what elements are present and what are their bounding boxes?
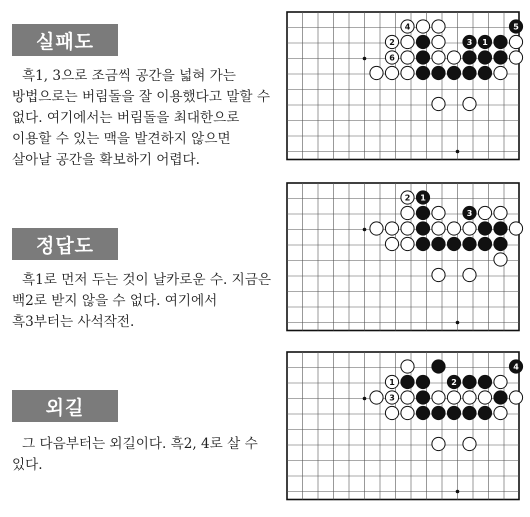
section-text-failure: 흑1, 3으로 조금씩 공간을 넓혀 가는 방법으로는 버림돌을 잘 이용했다고 말할 수 없다. 여기에서는 버림돌을 최대한으로 이용할 수 있는 맥을 발견하지 않으면 살아날 공간을 확보하기 어렵다.: [12, 68, 270, 168]
section-heading-correct: 정답도: [12, 228, 118, 260]
black-stone: [432, 406, 445, 419]
move-number: 1: [389, 378, 395, 387]
white-stone: [370, 391, 383, 404]
white-stone: [401, 66, 414, 79]
black-stone: [478, 222, 491, 235]
star-point: [456, 490, 460, 494]
white-stone: [432, 391, 445, 404]
white-stone: [463, 268, 476, 281]
board-frame: [287, 183, 519, 331]
black-stone: [494, 51, 507, 64]
white-stone: [463, 97, 476, 110]
white-stone: [401, 360, 414, 373]
black-stone: [416, 391, 429, 404]
black-stone: [463, 237, 476, 250]
white-stone: [401, 391, 414, 404]
black-stone: [447, 237, 460, 250]
white-stone: [401, 51, 414, 64]
move-number: 4: [513, 362, 519, 372]
star-point: [456, 321, 460, 325]
go-board-correct: [287, 183, 523, 331]
white-stone: [370, 66, 383, 79]
move-number: 2: [404, 193, 411, 203]
black-stone: [432, 66, 445, 79]
black-stone: [463, 51, 476, 64]
black-stone: [432, 360, 445, 373]
white-stone: [401, 206, 414, 219]
star-point: [456, 150, 460, 154]
star-point: [363, 228, 367, 232]
section-text-only-way: 그 다음부터는 외길이다. 흑2, 4로 살 수 있다.: [12, 436, 258, 473]
white-stone: [509, 391, 522, 404]
white-stone: [385, 66, 398, 79]
white-stone: [494, 406, 507, 419]
move-number: 1: [482, 38, 488, 47]
black-stone: [416, 375, 429, 388]
black-stone: [416, 35, 429, 48]
board-frame: [287, 352, 519, 500]
white-stone: [401, 222, 414, 235]
go-board-failure: [287, 12, 523, 160]
black-stone: [401, 375, 414, 388]
move-number: 1: [420, 193, 426, 203]
white-stone: [401, 406, 414, 419]
black-stone: [478, 406, 491, 419]
black-stone: [463, 406, 476, 419]
white-stone: [509, 222, 522, 235]
black-stone: [463, 375, 476, 388]
white-stone: [494, 66, 507, 79]
black-stone: [478, 51, 491, 64]
white-stone: [432, 206, 445, 219]
white-stone: [447, 51, 460, 64]
white-stone: [509, 51, 522, 64]
white-stone: [463, 437, 476, 450]
move-number: 4: [404, 22, 411, 32]
white-stone: [494, 253, 507, 266]
black-stone: [494, 237, 507, 250]
white-stone: [385, 237, 398, 250]
white-stone: [401, 35, 414, 48]
black-stone: [478, 66, 491, 79]
white-stone: [401, 237, 414, 250]
white-stone: [478, 391, 491, 404]
white-stone: [478, 206, 491, 219]
white-stone: [385, 406, 398, 419]
white-stone: [432, 268, 445, 281]
white-stone: [432, 97, 445, 110]
white-stone: [463, 391, 476, 404]
section-text-correct: 흑1로 먼저 두는 것이 날카로운 수. 지금은 백2로 받지 않을 수 없다. 여기에서 흑3부터는 사석작전.: [12, 272, 271, 330]
white-stone: [447, 222, 460, 235]
move-number: 3: [389, 393, 395, 403]
black-stone: [432, 237, 445, 250]
move-number: 2: [451, 378, 457, 387]
black-stone: [447, 406, 460, 419]
black-stone: [416, 51, 429, 64]
white-stone: [432, 35, 445, 48]
white-stone: [432, 437, 445, 450]
white-stone: [432, 20, 445, 33]
white-stone: [370, 222, 383, 235]
white-stone: [494, 206, 507, 219]
black-stone: [494, 35, 507, 48]
white-stone: [447, 391, 460, 404]
move-number: 5: [513, 22, 519, 32]
star-point: [363, 397, 367, 401]
black-stone: [416, 66, 429, 79]
black-stone: [494, 391, 507, 404]
white-stone: [432, 222, 445, 235]
white-stone: [509, 35, 522, 48]
move-number: 3: [466, 209, 473, 218]
black-stone: [416, 222, 429, 235]
white-stone: [432, 51, 445, 64]
section-heading-only-way: 외길: [12, 390, 118, 422]
move-number: 2: [389, 38, 395, 47]
black-stone: [478, 375, 491, 388]
black-stone: [416, 237, 429, 250]
black-stone: [416, 406, 429, 419]
go-board-only-way: [287, 352, 523, 500]
black-stone: [478, 237, 491, 250]
white-stone: [416, 20, 429, 33]
board-frame: [287, 12, 519, 160]
white-stone: [463, 222, 476, 235]
black-stone: [494, 222, 507, 235]
section-heading-failure: 실패도: [12, 24, 118, 56]
move-number: 6: [389, 53, 395, 63]
black-stone: [463, 66, 476, 79]
black-stone: [447, 66, 460, 79]
white-stone: [494, 375, 507, 388]
star-point: [363, 57, 367, 61]
white-stone: [385, 222, 398, 235]
black-stone: [416, 206, 429, 219]
move-number: 3: [466, 38, 473, 47]
